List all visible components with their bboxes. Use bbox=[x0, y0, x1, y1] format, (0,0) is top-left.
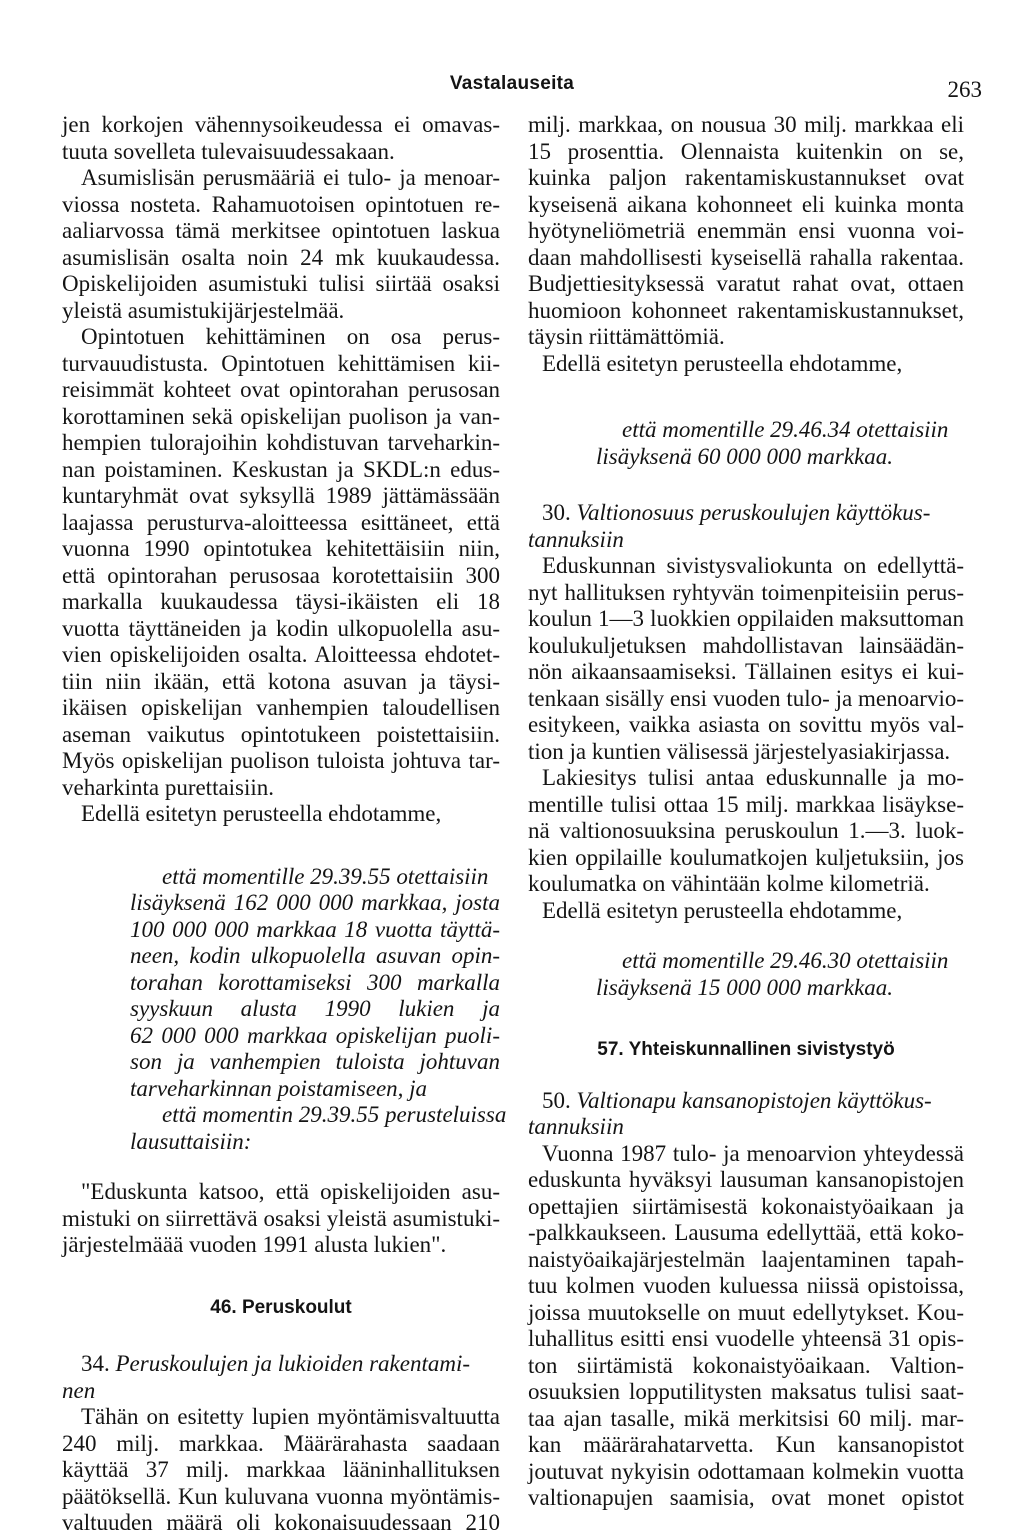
paragraph bbox=[62, 1404, 500, 1537]
proposal-intro: Edellä esitetyn perusteella ehdotamme, bbox=[81, 801, 442, 826]
quote-line: järjestelmäää vuoden 1991 alusta lukien". bbox=[62, 1232, 447, 1257]
paragraph bbox=[528, 1141, 964, 1512]
motion-line: että momentille 29.46.30 otettaisiin bbox=[622, 948, 949, 973]
text-line: yleistä asumistukijärjestelmää. bbox=[62, 297, 345, 323]
motion-block bbox=[528, 417, 964, 470]
motion-line: 62 000 000 markkaa opiskelijan puoli- bbox=[130, 1022, 500, 1048]
proposal-intro: Edellä esitetyn perusteella ehdotamme, bbox=[542, 897, 903, 923]
motion-line: tarveharkinnan poistamiseen, ja bbox=[130, 1075, 428, 1101]
text-line: reisimmät kohteet ovat opintorahan perusosan bbox=[62, 377, 500, 402]
left-column bbox=[62, 112, 507, 1537]
text-line: tion ja kuntien välisessä järjestelyasiakirjassa. bbox=[528, 738, 951, 764]
text-line: tenkaan sisälly ensi vuoden tulo- ja menoarvio- bbox=[528, 685, 964, 711]
text-line: kien oppilaille koulumatkojen kuljetuksiin, jos bbox=[528, 844, 964, 870]
proposal-intro: Edellä esitetyn perusteella ehdotamme, bbox=[542, 350, 903, 376]
item-title-cont: nen bbox=[62, 1377, 96, 1403]
text-line: mentille tulisi ottaa 15 milj. markkaa lisäykse- bbox=[528, 791, 964, 817]
text-line: päätöksellä. Kun kuluvana vuonna myöntämis- bbox=[62, 1483, 500, 1509]
motion-line: lisäyksenä 60 000 000 markkaa. bbox=[596, 443, 894, 469]
text-line: opettajien siirtämisestä kokonaistyöaikaan ja bbox=[528, 1193, 964, 1219]
text-line: osuuksien lopputilitysten maksatus tulisi saat- bbox=[528, 1379, 964, 1404]
quoted-statement bbox=[62, 1179, 500, 1259]
text-line: joutuvat nykyisin odottamaan kolmekin vuotta bbox=[528, 1458, 964, 1484]
text-line: koulukuljetuksen mahdollistavan lainsäädän- bbox=[528, 632, 964, 658]
text-line: huomioon kohonneet rakentamiskustannukset, bbox=[528, 297, 964, 323]
text-line: ikäisen opiskelijan vanhempien taloudellisen bbox=[62, 695, 500, 720]
text-line: Budjettiesityksessä varatut rahat ovat, ottaen bbox=[528, 271, 964, 296]
text-line: tiin niin ikään, että kotona asuvan ja täysi- bbox=[62, 668, 500, 694]
text-line: Asumislisän perusmääriä ei tulo- ja menoar- bbox=[81, 165, 500, 190]
text-line: aseman vaikutus opintotukeen poistettaisiin. bbox=[62, 721, 500, 747]
paragraph bbox=[528, 553, 964, 765]
text-line: asumislisän osalta noin 24 mk kuukaudessa. bbox=[62, 244, 500, 270]
text-line: kuinka paljon rakentamiskustannukset ovat bbox=[528, 165, 964, 190]
text-line: Eduskunnan sivistysvaliokunta on edellyttä- bbox=[542, 553, 964, 578]
text-line: Lakiesitys tulisi antaa eduskunnalle ja mo- bbox=[542, 765, 964, 790]
text-line: Myös opiskelijan puolison tuloista johtuva tar- bbox=[62, 748, 500, 773]
text-line: nyt hallituksen ryhtyvän toimenpiteisiin perus- bbox=[528, 579, 964, 605]
text-line: veharkinta purettaisiin. bbox=[62, 774, 275, 800]
paragraph bbox=[528, 112, 964, 351]
section-heading: 57. Yhteiskunnallinen sivistystyö bbox=[597, 1039, 895, 1060]
text-line: naistyöaikajärjestelmän laajentaminen tapah- bbox=[528, 1246, 964, 1272]
text-line: ton siirtämistä kokonaistyöaikaan. Valtion- bbox=[528, 1352, 964, 1378]
text-line: korottaminen sekä opiskelijan puolison ja van- bbox=[62, 403, 500, 429]
motion-line: torahan korottamiseksi 300 markalla bbox=[130, 969, 500, 995]
text-line: joissa muutokselle on muut edellytykset. Kou- bbox=[528, 1299, 964, 1325]
text-line: luhallitus esitti ensi vuodelle yhteensä 31 opis- bbox=[528, 1326, 964, 1351]
item-title-cont: tannuksiin bbox=[528, 526, 624, 552]
motion-line: lausuttaisiin: bbox=[130, 1128, 252, 1154]
text-line: viossa nosteta. Rahamuotoisen opintotuen re- bbox=[62, 191, 500, 217]
item-title: Valtionosuus peruskoulujen käyttökus- bbox=[576, 500, 931, 525]
text-line: aaliarvossa tämä merkitsee opintotuen laskua bbox=[62, 218, 500, 243]
paragraph bbox=[62, 112, 500, 165]
running-title: Vastalauseita bbox=[449, 73, 575, 94]
motion-line: lisäyksenä 162 000 000 markkaa, josta bbox=[130, 890, 500, 915]
text-line: valtuuden määrä oli kokonaisuudessaan 210 bbox=[62, 1510, 500, 1535]
text-line: 240 milj. markkaa. Määrärahasta saadaan bbox=[62, 1430, 500, 1456]
item-title-cont: tannuksiin bbox=[528, 1114, 624, 1139]
text-line: Opiskelijoiden asumistuki tulisi siirtää osaksi bbox=[62, 271, 500, 296]
text-line: kan määrärahatarvetta. Kun kansanopistot bbox=[528, 1432, 964, 1457]
text-line: että opintorahan perusosaa korotettaisiin 300 bbox=[62, 562, 500, 588]
section-heading: 46. Peruskoulut bbox=[210, 1296, 352, 1318]
text-line: Vuonna 1987 tulo- ja menoarvion yhteydessä bbox=[542, 1140, 964, 1166]
text-line: tuuta sovelleta tulevaisuudessakaan. bbox=[62, 138, 395, 164]
text-line: 15 prosenttia. Olennaista kuitenkin on se, bbox=[528, 138, 964, 164]
motion-block bbox=[62, 863, 507, 1156]
text-line: eduskunta hyväksyi lausuman kansanopistojen bbox=[528, 1167, 964, 1192]
item-title: Peruskoulujen ja lukioiden rakentami- bbox=[115, 1351, 471, 1376]
text-line: vien opiskelijoiden osalta. Aloitteessa ehdotet- bbox=[62, 642, 500, 667]
item-heading bbox=[528, 1088, 964, 1115]
paragraph bbox=[62, 324, 500, 801]
motion-line: neen, kodin ulkopuolella asuvan opin- bbox=[130, 943, 500, 968]
text-line: tuu kolmen vuoden kuluessa niissä opistoissa, bbox=[528, 1273, 964, 1298]
text-line: täysin riittämättömiä. bbox=[528, 324, 725, 349]
text-line: koulun 1—3 luokkien oppilaiden maksuttoman bbox=[528, 606, 964, 631]
text-line: turvauudistusta. Opintotuen kehittämisen kii- bbox=[62, 350, 500, 376]
text-line: Tähän on esitetty lupien myöntämisvaltuutta bbox=[81, 1404, 500, 1429]
text-line: vuonna 1990 opintotukea kehitettäisiin niin, bbox=[62, 536, 500, 561]
quote-line: "Eduskunta katsoo, että opiskelijoiden asu- bbox=[81, 1179, 500, 1204]
motion-line: lisäyksenä 15 000 000 markkaa. bbox=[596, 974, 894, 1000]
text-line: Opintotuen kehittäminen on osa perus- bbox=[81, 324, 500, 349]
text-line: laajassa perusturva-aloitteessa esittäneet, että bbox=[62, 509, 500, 535]
text-line: koulumatka on vähintään kolme kilometriä. bbox=[528, 871, 930, 896]
text-line: kyseisenä aikana kohonneet eli kuinka monta bbox=[528, 191, 964, 217]
item-heading bbox=[62, 1351, 500, 1378]
text-line: markalla kuukaudessa täysi-ikäisten eli 18 bbox=[62, 589, 500, 614]
text-line: käyttää 37 milj. markkaa lääninhallituksen bbox=[62, 1457, 500, 1482]
text-line: taa ajan tasalle, mikä merkitsisi 60 milj. mar- bbox=[528, 1405, 964, 1431]
text-line: valtionapujen saamisia, ovat monet opistot bbox=[528, 1485, 964, 1510]
item-number: 34. bbox=[81, 1351, 110, 1376]
text-line: milj. markkaa, on nousua 30 milj. markkaa eli bbox=[528, 112, 964, 137]
text-line: esitykeen, vaikka asiasta on sovittu myös val- bbox=[528, 712, 964, 737]
right-column bbox=[528, 112, 964, 1512]
text-line: hempien tulorajoihin kohdistuvan tarveharkin- bbox=[62, 430, 500, 455]
page-number: 263 bbox=[947, 77, 982, 102]
motion-line: että momentille 29.46.34 otettaisiin bbox=[622, 417, 949, 442]
text-line: nan poistaminen. Keskustan ja SKDL:n edus- bbox=[62, 456, 500, 482]
text-line: nä valtionosuuksina peruskoulun 1.—3. luok- bbox=[528, 818, 964, 843]
item-number: 30. bbox=[542, 500, 571, 525]
motion-line: syyskuun alusta 1990 lukien ja bbox=[130, 996, 500, 1021]
text-line: vuotta täyttäneiden ja kodin ulkopuolella asu- bbox=[62, 615, 500, 641]
motion-line: että momentin 29.39.55 perusteluissa bbox=[162, 1102, 507, 1127]
text-line: nön aikaansaamiseksi. Tällainen esitys ei kui- bbox=[528, 659, 964, 684]
text-line: -palkkaukseen. Lausuma edellyttää, että koko- bbox=[528, 1220, 964, 1245]
paragraph bbox=[528, 765, 964, 898]
text-line: daan mahdollisesti kyseisellä rahalla rakentaa. bbox=[528, 244, 964, 270]
text-line: kuntaryhmät ovat syksyllä 1989 jättämässään bbox=[62, 483, 500, 508]
motion-block bbox=[528, 948, 964, 1001]
motion-line: 100 000 000 markkaa 18 vuotta täyttä- bbox=[130, 916, 500, 942]
item-heading bbox=[528, 500, 964, 527]
motion-line: son ja vanhempien tuloista johtuvan bbox=[130, 1049, 500, 1074]
item-title: Valtionapu kansanopistojen käyttökus- bbox=[576, 1087, 932, 1113]
text-line: jen korkojen vähennysoikeudessa ei omavas- bbox=[62, 112, 500, 137]
motion-line: että momentille 29.39.55 otettaisiin bbox=[162, 863, 489, 889]
item-number: 50. bbox=[542, 1087, 571, 1113]
text-line: hyötyneliömetriä enemmän ensi vuonna voi- bbox=[528, 218, 964, 243]
quote-line: mistuki on siirrettävä osaksi yleistä asumistuki- bbox=[62, 1205, 500, 1231]
paragraph bbox=[62, 165, 500, 324]
